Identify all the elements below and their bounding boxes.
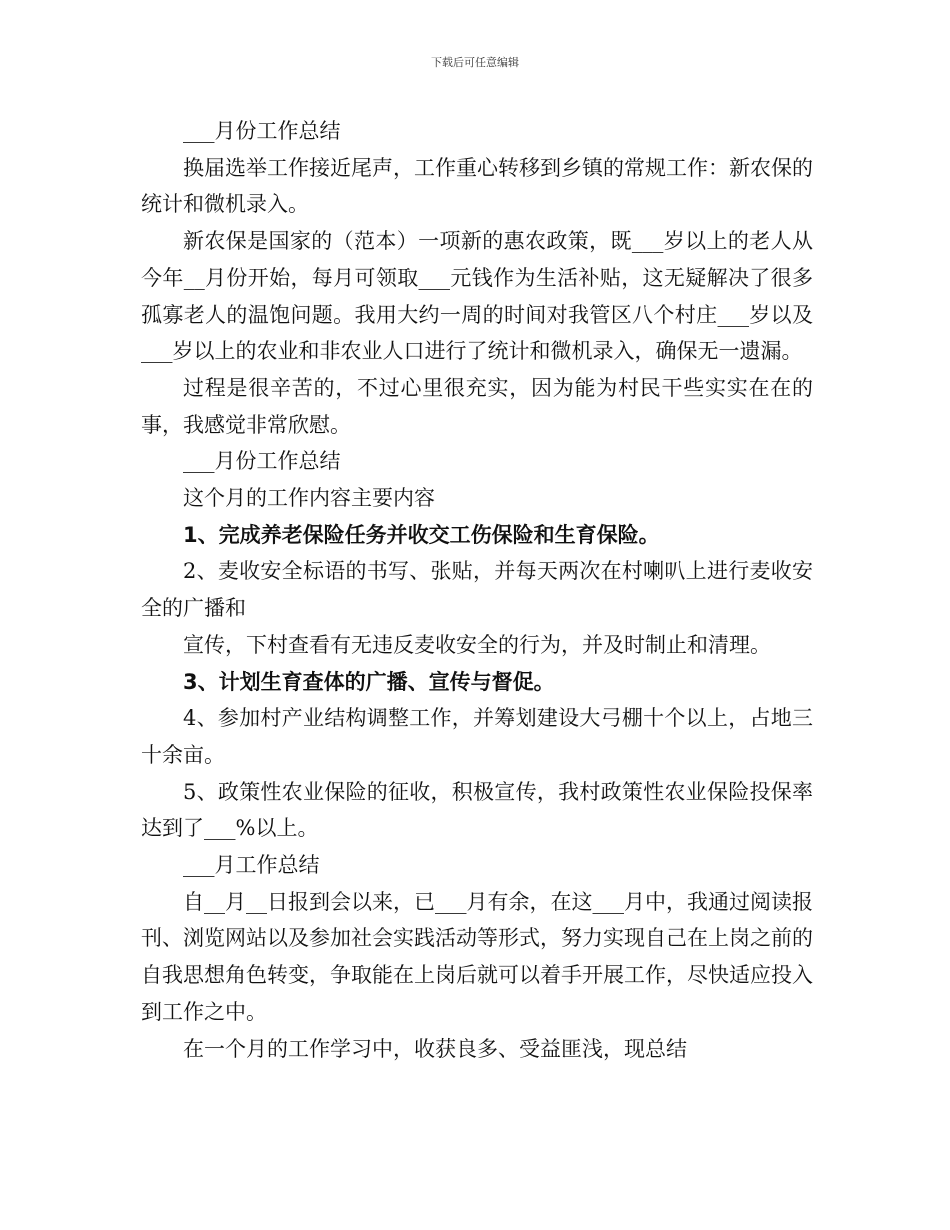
list-item: 2、麦收安全标语的书写、张贴，并每天两次在村喇叭上进行麦收安全的广播和: [141, 559, 813, 621]
list-item-bold: 1、完成养老保险任务并收交工伤保险和生育保险。: [183, 522, 660, 547]
section-title: ___月份工作总结: [183, 449, 341, 474]
document-body: [141, 113, 813, 1067]
page-header: 下载后可任意编辑: [431, 56, 519, 69]
paragraph: 换届选举工作接近尾声，工作重心转移到乡镇的常规工作：新农保的统计和微机录入。: [141, 155, 813, 217]
paragraph: 过程是很辛苦的，不过心里很充实，因为能为村民干些实实在在的事，我感觉非常欣慰。: [141, 375, 813, 437]
list-item: 4、参加村产业结构调整工作，并筹划建设大弓棚十个以上，占地三十余亩。: [141, 706, 813, 767]
paragraph: 这个月的工作内容主要内容: [183, 486, 435, 511]
section-title: ___月份工作总结: [183, 119, 341, 143]
paragraph: 宣传，下村查看有无违反麦收安全的行为，并及时制止和清理。: [183, 632, 771, 657]
paragraph: 自__月__日报到会以来，已___月有余，在这___月中，我通过阅读报刊、浏览网站以及参加社会实践活动等形式，努力实现自己在上岗之前的自我思想角色转变，争取能在上岗后就可以着手开展工作，尽快适应投入到工作之中。: [141, 889, 813, 1024]
list-item-bold: 3、计划生育查体的广播、宣传与督促。: [183, 669, 555, 694]
list-item: 5、政策性农业保险的征收，积极宣传，我村政策性农业保险投保率达到了___%以上。: [141, 779, 813, 841]
paragraph: 新农保是国家的（范本）一项新的惠农政策，既___岁以上的老人从今年__月份开始，每月可领取___元钱作为生活补贴，这无疑解决了很多孤寡老人的温饱问题。我用大约一周的时间对我管区八个村庄___岁以及___岁以上的农业和非农业人口进行了统计和微机录入，确保无一遗漏。: [141, 229, 813, 364]
paragraph: 在一个月的工作学习中，收获良多、受益匪浅，现总结: [183, 1036, 687, 1061]
section-title: ___月工作总结: [183, 853, 320, 878]
